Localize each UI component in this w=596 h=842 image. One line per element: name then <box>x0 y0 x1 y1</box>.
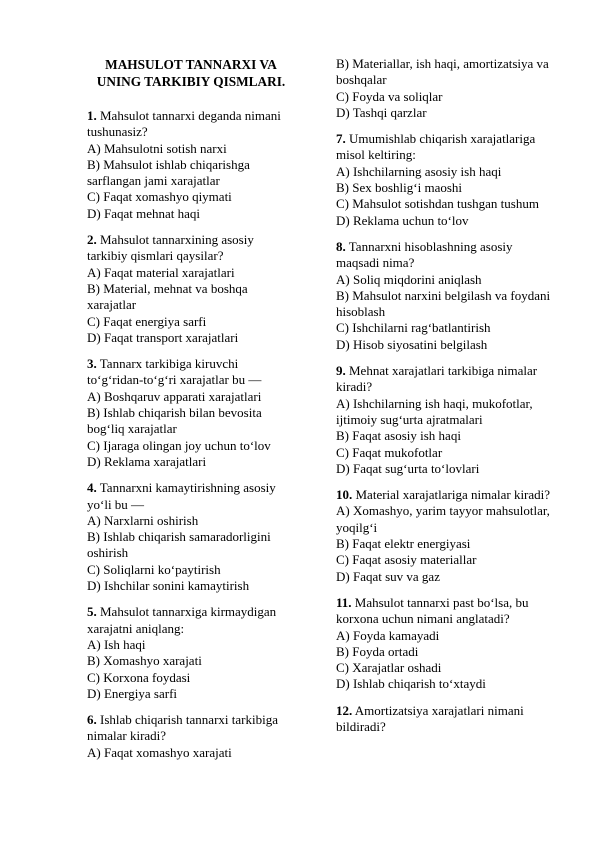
option: A) Ish haqi <box>87 636 146 652</box>
question-text: 10. Material xarajatlariga nimalar kiradi? <box>336 487 551 503</box>
option: C) Ijaraga olingan joy uchun to‘lov <box>87 437 271 453</box>
option: B) Ishlab chiqarish samaradorligini oshirish <box>87 529 271 561</box>
question-8 <box>336 239 554 353</box>
option: A) Ishchilarning asosiy ish haqi <box>336 163 502 179</box>
option: A) Faqat material xarajatlari <box>87 264 235 280</box>
question-6 <box>87 712 295 761</box>
option: D) Faqat transport xarajatlari <box>87 329 239 345</box>
document-title: MAHSULOT TANNARXI VA UNING TARKIBIY QISMLARI. <box>96 57 286 89</box>
option: C) Ishchilarni rag‘batlantirish <box>336 320 491 336</box>
question-text: 7. Umumishlab chiqarish xarajatlariga misol keltiring: <box>336 131 536 163</box>
option: D) Hisob siyosatini belgilash <box>336 336 488 352</box>
question-text: 5. Mahsulot tannarxiga kirmaydigan xarajatni aniqlang: <box>87 604 277 636</box>
question-text: 2. Mahsulot tannarxining asosiy tarkibiy qismlari qaysilar? <box>87 232 254 264</box>
question-7 <box>336 131 554 229</box>
option: A) Foyda kamayadi <box>336 627 440 643</box>
question-text: 12. Amortizatsiya xarajatlari nimani bildiradi? <box>336 702 524 734</box>
option: A) Mahsulotni sotish narxi <box>87 140 227 156</box>
question-text: 11. Mahsulot tannarxi past bo‘lsa, bu korxona uchun nimani anglatadi? <box>336 594 529 627</box>
option: D) Ishchilar sonini kamaytirish <box>87 578 250 594</box>
option: C) Faqat asosiy materiallar <box>336 552 477 568</box>
option: A) Faqat xomashyo xarajati <box>87 744 232 760</box>
option: B) Mahsulot ishlab chiqarishga sarflangan jami xarajatlar <box>87 156 250 189</box>
option: A) Xomashyo, yarim tayyor mahsulotlar, yoqilg‘i <box>336 503 550 535</box>
question-4 <box>87 480 295 594</box>
option: C) Xarajatlar oshadi <box>336 660 442 676</box>
question-text: 8. Tannarxni hisoblashning asosiy maqsadi nima? <box>336 238 513 271</box>
option: B) Material, mehnat va boshqa xarajatlar <box>87 280 248 313</box>
question-1 <box>87 108 295 222</box>
question-12 <box>336 703 554 736</box>
option: B) Faqat elektr energiyasi <box>336 536 471 552</box>
option: A) Ishchilarning ish haqi, mukofotlar, ijtimoiy sug‘urta ajratmalari <box>336 395 533 427</box>
option: D) Tashqi qarzlar <box>336 104 427 120</box>
option: D) Reklama uchun to‘lov <box>336 212 469 228</box>
option: B) Xomashyo xarajati <box>87 653 202 669</box>
question-text: 9. Mehnat xarajatlari tarkibiga nimalar kiradi? <box>336 363 538 395</box>
option: D) Faqat sug‘urta to‘lovlari <box>336 460 480 476</box>
option: C) Faqat mukofotlar <box>336 444 443 460</box>
option: C) Foyda va soliqlar <box>336 88 443 104</box>
option: A) Narxlarni oshirish <box>87 512 199 528</box>
option: C) Faqat xomashyo qiymati <box>87 189 232 205</box>
question-10 <box>336 487 554 585</box>
question-text: 3. Tannarx tarkibiga kiruvchi to‘g‘ridan-to‘g‘ri xarajatlar bu — <box>87 356 262 388</box>
question-2 <box>87 232 295 346</box>
option: D) Faqat suv va gaz <box>336 568 440 584</box>
question-3 <box>87 356 295 470</box>
question-5 <box>87 604 295 702</box>
option: D) Ishlab chiqarish to‘xtaydi <box>336 676 486 692</box>
option: C) Faqat energiya sarfi <box>87 313 207 329</box>
option: B) Ishlab chiqarish bilan bevosita bog‘liq xarajatlar <box>87 405 262 437</box>
question-text: 4. Tannarxni kamaytirishning asosiy yo‘li bu — <box>87 480 276 512</box>
option: C) Mahsulot sotishdan tushgan tushum <box>336 196 539 212</box>
option: D) Reklama xarajatlari <box>87 453 207 469</box>
right-column <box>336 56 554 745</box>
option: B) Sex boshlig‘i maoshi <box>336 180 463 196</box>
option: C) Korxona foydasi <box>87 669 191 685</box>
option: B) Mahsulot narxini belgilash va foydani hisoblash <box>336 287 551 320</box>
option: C) Soliqlarni ko‘paytirish <box>87 561 221 577</box>
option: B) Materiallar, ish haqi, amortizatsiya va boshqalar <box>336 56 549 88</box>
question-11 <box>336 595 554 693</box>
question-text: 1. Mahsulot tannarxi deganda nimani tushunasiz? <box>87 108 281 140</box>
question-6-continued <box>336 56 554 121</box>
option: A) Boshqaruv apparati xarajatlari <box>87 388 262 404</box>
question-9 <box>336 363 554 477</box>
left-column <box>87 56 295 771</box>
option: D) Faqat mehnat haqi <box>87 205 200 221</box>
option: D) Energiya sarfi <box>87 685 178 701</box>
question-text: 6. Ishlab chiqarish tannarxi tarkibiga nimalar kiradi? <box>87 712 278 744</box>
option: A) Soliq miqdorini aniqlash <box>336 271 482 287</box>
option: B) Foyda ortadi <box>336 643 419 659</box>
option: B) Faqat asosiy ish haqi <box>336 428 461 444</box>
